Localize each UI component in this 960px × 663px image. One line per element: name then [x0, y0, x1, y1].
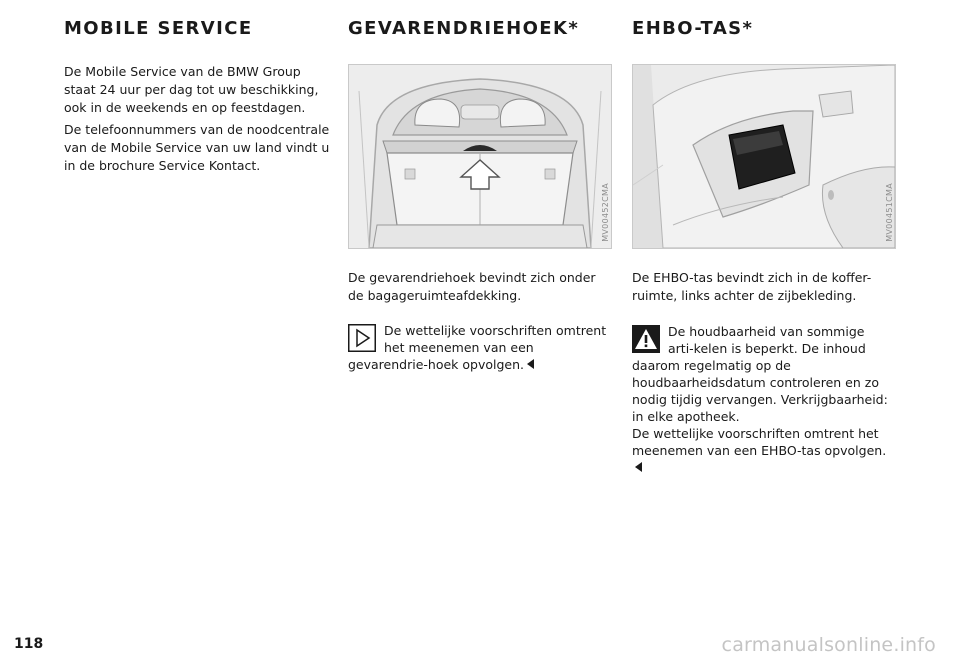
watermark: carmanualsonline.info	[721, 634, 936, 656]
first-aid-kit-location-figure	[632, 64, 896, 249]
ehbo-tas-heading: EHBO-TAS*	[632, 18, 754, 39]
gevarendriehoek-heading: GEVARENDRIEHOEK*	[348, 18, 580, 39]
gevarendriehoek-note-text: De wettelijke voorschriften omtrent het meenemen van een gevarendrie-hoek opvolgen.	[348, 323, 607, 372]
ehbo-tas-warning-text-2: De wettelijke voorschriften omtrent het meenemen van een EHBO-tas opvolgen.	[632, 426, 887, 458]
ehbo-tas-warning	[632, 323, 894, 476]
mobile-service-paragraph-1: De Mobile Service van de BMW Group staat 24 uur per dag tot uw beschikking, ook in de weekends en op feestdagen.	[64, 64, 319, 115]
section-end-marker-icon	[635, 462, 642, 472]
section-end-marker-icon	[527, 359, 534, 369]
ehbo-tas-warning-text: De houdbaarheid van sommige arti-kelen is beperkt. De inhoud daarom regelmatig op de houdbaarheidsdatum controleren en zo nodig tijdig vervangen. Verkrijgbaarheid: in elke apotheek.	[632, 324, 888, 424]
warning-triangle-icon	[632, 325, 660, 353]
page-number: 118	[14, 636, 44, 652]
note-arrow-icon	[348, 324, 376, 352]
mobile-service-heading: MOBILE SERVICE	[64, 18, 253, 39]
trunk-side-illustration	[633, 65, 895, 248]
trunk-rear-view-illustration	[349, 65, 611, 248]
figure-code: MV00452CMA	[601, 183, 610, 242]
mobile-service-paragraph-2: De telefoonnummers van de noodcentrale van de Mobile Service van uw land vindt u in de brochure Service Kontact.	[64, 122, 330, 173]
gevarendriehoek-paragraph: De gevarendriehoek bevindt zich onder de bagageruimteafdekking.	[348, 270, 596, 303]
gevarendriehoek-note	[348, 322, 610, 373]
ehbo-tas-paragraph: De EHBO-tas bevindt zich in de koffer-ruimte, links achter de zijbekleding.	[632, 270, 872, 303]
warning-triangle-location-figure	[348, 64, 612, 249]
figure-code: MV00451CMA	[885, 183, 894, 242]
